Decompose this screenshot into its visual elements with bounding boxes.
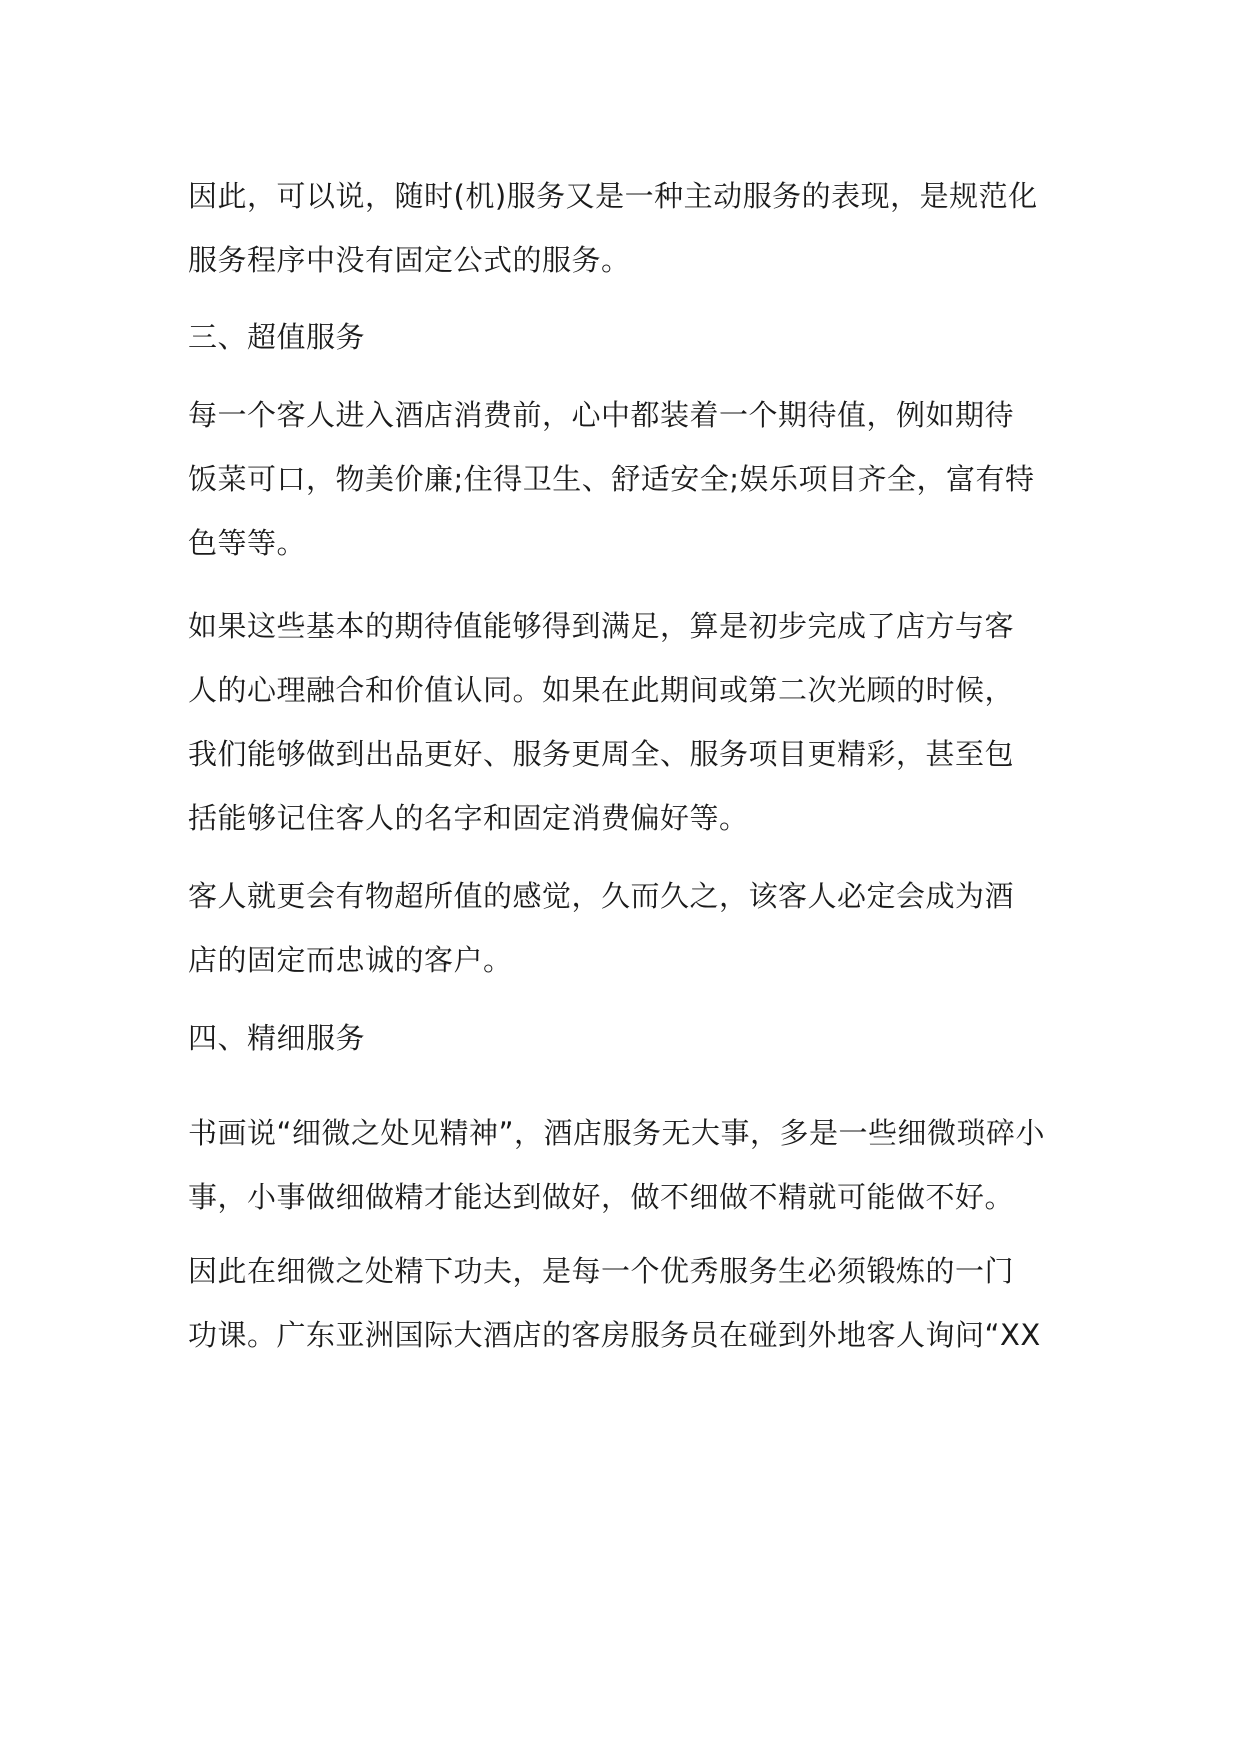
text-line: 因此在细微之处精下功夫，是每一个优秀服务生必须锻炼的一门 [188,1254,1015,1288]
text-line: 功课。广东亚洲国际大酒店的客房服务员在碰到外地客人询问“XX [188,1318,1041,1352]
paragraph-loyal-customer [188,864,1058,992]
paragraph-details [188,1101,1058,1229]
section-heading-4 [188,1006,1058,1070]
text-line: 如果这些基本的期待值能够得到满足，算是初步完成了店方与客 [188,609,1015,643]
text-line: 因此，可以说，随时(机)服务又是一种主动服务的表现，是规范化 [188,179,1038,213]
text-line: 客人就更会有物超所值的感觉，久而久之，该客人必定会成为酒 [188,879,1015,913]
text-line: 服务程序中没有固定公式的服务。 [188,243,631,277]
text-line: 括能够记住客人的名字和固定消费偏好等。 [188,801,749,835]
text-line: 书画说“细微之处见精神”，酒店服务无大事，多是一些细微琐碎小 [188,1116,1046,1150]
paragraph-expectation [188,383,1058,575]
text-line: 人的心理融合和价值认同。如果在此期间或第二次光顾的时候， [188,673,1015,707]
text-line: 事，小事做细做精才能达到做好，做不细做不精就可能做不好。 [188,1180,1015,1214]
paragraph-hotel-example [188,1239,1058,1367]
section-heading-3 [188,305,1058,369]
heading-text: 三、超值服务 [188,320,366,354]
heading-text: 四、精细服务 [188,1021,366,1055]
text-line: 店的固定而忠诚的客户。 [188,943,513,977]
text-line: 每一个客人进入酒店消费前，心中都装着一个期待值，例如期待 [188,398,1015,432]
paragraph-value-recognition [188,594,1058,850]
text-line: 色等等。 [188,526,307,560]
paragraph-service-anytime [188,164,1058,292]
text-line: 我们能够做到出品更好、服务更周全、服务项目更精彩，甚至包 [188,737,1015,771]
text-line: 饭菜可口，物美价廉;住得卫生、舒适安全;娱乐项目齐全，富有特 [188,462,1035,496]
